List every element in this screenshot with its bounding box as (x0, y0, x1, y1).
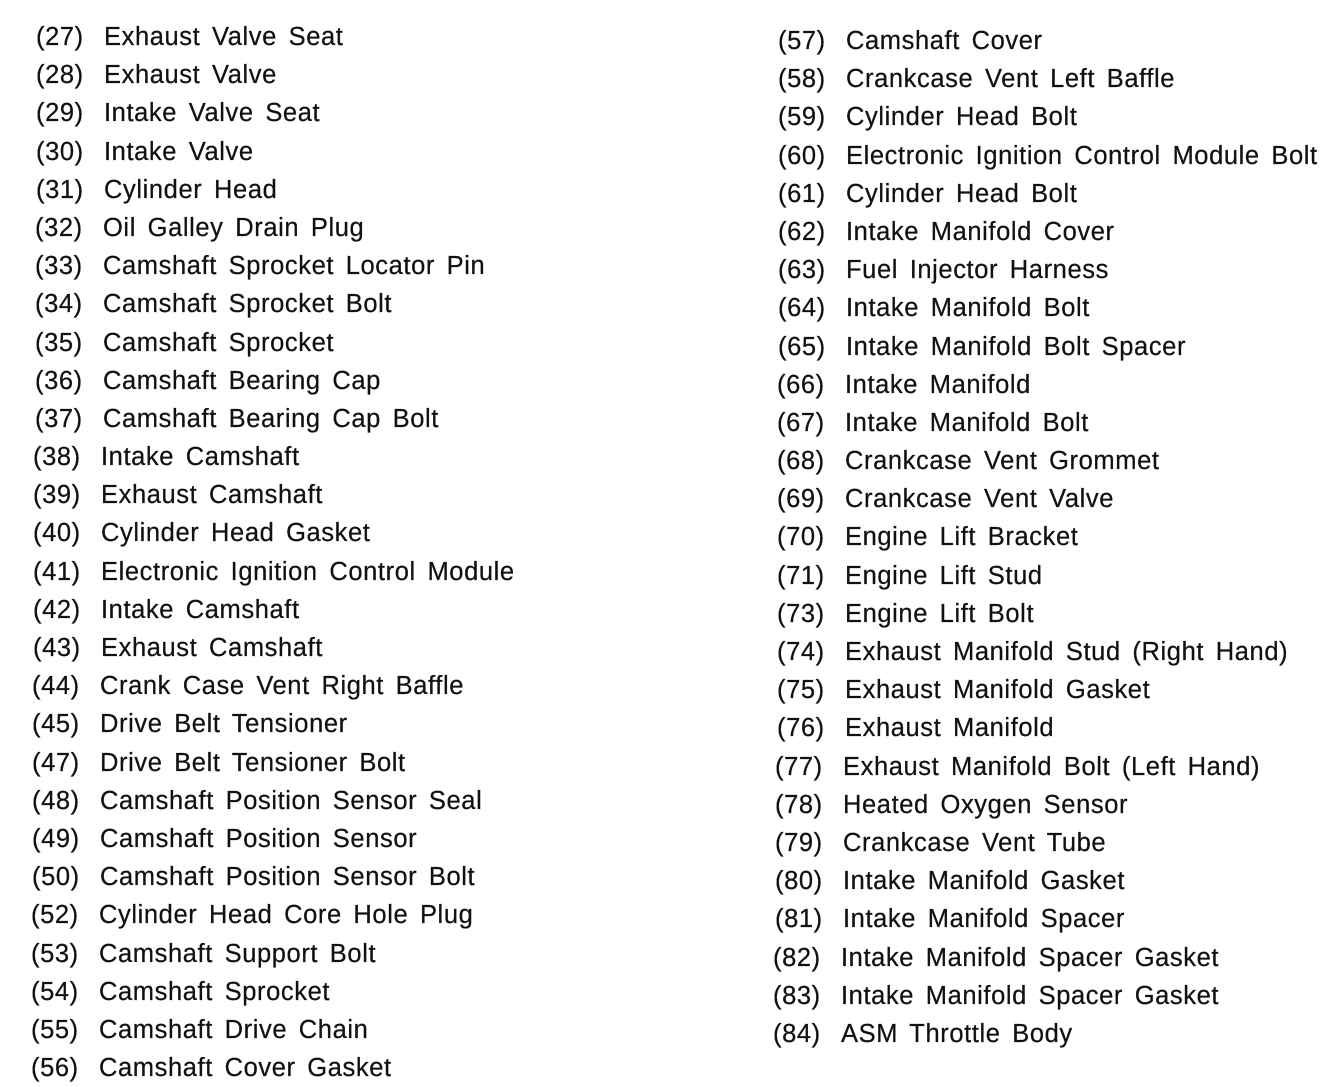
part-name: Intake Manifold Gasket (843, 867, 1126, 896)
list-item (778, 22, 1338, 60)
parts-list-right (773, 22, 1338, 1053)
part-number: (63) (778, 256, 826, 285)
part-name: Exhaust Manifold (845, 714, 1055, 743)
part-number: (73) (777, 599, 825, 628)
list-item (31, 1011, 636, 1049)
part-number: (68) (777, 447, 825, 476)
list-item (777, 480, 1338, 518)
list-item (31, 1049, 636, 1087)
part-name: Intake Valve Seat (104, 99, 321, 128)
part-name: Camshaft Sprocket (99, 977, 331, 1006)
list-item (36, 18, 636, 56)
list-item (32, 744, 636, 782)
list-item (32, 858, 636, 896)
part-name: Crankcase Vent Tube (843, 828, 1107, 857)
part-number: (38) (33, 443, 81, 472)
list-item (778, 137, 1338, 175)
part-name: Exhaust Camshaft (101, 481, 323, 510)
part-name: Engine Lift Bolt (845, 599, 1035, 628)
part-name: Heated Oxygen Sensor (843, 790, 1129, 819)
part-number: (42) (33, 595, 81, 624)
list-item (775, 824, 1338, 862)
part-name: Cylinder Head Bolt (846, 103, 1078, 132)
list-item (33, 629, 636, 667)
part-number: (64) (778, 294, 826, 323)
list-item (778, 289, 1338, 327)
list-item (777, 366, 1338, 404)
list-item (773, 977, 1338, 1015)
list-item (777, 595, 1338, 633)
part-name: Camshaft Position Sensor (100, 824, 418, 853)
list-item (36, 56, 636, 94)
part-number: (70) (777, 523, 825, 552)
list-item (777, 709, 1338, 747)
list-item (32, 820, 636, 858)
part-name: Engine Lift Stud (845, 561, 1043, 590)
part-name: Camshaft Support Bolt (99, 939, 377, 968)
part-name: Camshaft Bearing Cap Bolt (103, 404, 439, 433)
list-item (31, 973, 636, 1011)
list-item (775, 748, 1338, 786)
list-item (32, 782, 636, 820)
part-number: (80) (775, 867, 823, 896)
list-item (33, 514, 636, 552)
part-number: (55) (31, 1015, 79, 1044)
part-number: (67) (777, 408, 825, 437)
part-name: Intake Manifold Bolt (846, 294, 1090, 323)
part-number: (83) (773, 981, 821, 1010)
part-name: Drive Belt Tensioner Bolt (100, 748, 406, 777)
part-name: Intake Manifold Cover (846, 217, 1115, 246)
part-name: Crankcase Vent Left Baffle (846, 65, 1176, 94)
part-number: (60) (778, 141, 826, 170)
list-item (36, 94, 636, 132)
list-item (31, 896, 636, 934)
part-number: (65) (778, 332, 826, 361)
part-name: Crankcase Vent Valve (845, 485, 1114, 514)
part-number: (30) (36, 137, 84, 166)
part-number: (56) (31, 1054, 79, 1083)
list-item (35, 324, 636, 362)
part-name: Camshaft Sprocket (103, 328, 335, 357)
part-number: (54) (31, 977, 79, 1006)
part-name: Intake Camshaft (101, 443, 300, 472)
list-item (777, 671, 1338, 709)
list-item (33, 553, 636, 591)
list-item (777, 557, 1338, 595)
part-number: (27) (36, 23, 84, 51)
part-name: Exhaust Manifold Stud (Right Hand) (845, 638, 1289, 666)
part-name: Camshaft Position Sensor Bolt (100, 863, 476, 892)
part-number: (35) (35, 328, 83, 357)
part-name: Crank Case Vent Right Baffle (100, 672, 465, 701)
list-item (778, 213, 1338, 251)
part-name: Camshaft Cover (846, 27, 1043, 55)
part-number: (34) (35, 290, 83, 319)
part-name: Intake Manifold Bolt Spacer (846, 332, 1187, 361)
part-number: (61) (778, 179, 826, 208)
part-number: (44) (32, 672, 80, 701)
list-item (777, 442, 1338, 480)
part-name: Cylinder Head Gasket (101, 519, 371, 548)
part-name: Exhaust Camshaft (101, 634, 323, 662)
part-name: Oil Galley Drain Plug (103, 213, 365, 242)
part-number: (57) (778, 27, 826, 55)
list-item (35, 400, 636, 438)
list-item (773, 939, 1338, 977)
part-name: ASM Throttle Body (841, 1019, 1073, 1048)
list-item (778, 175, 1338, 213)
list-item (36, 133, 636, 171)
part-number: (36) (35, 366, 83, 395)
part-number: (48) (32, 786, 80, 815)
part-name: Exhaust Manifold Bolt (Left Hand) (843, 752, 1261, 781)
part-number: (75) (777, 676, 825, 705)
part-number: (37) (35, 404, 83, 433)
part-name: Exhaust Manifold Gasket (845, 676, 1151, 705)
part-number: (39) (33, 481, 81, 510)
parts-list-left (31, 18, 636, 1087)
part-number: (40) (33, 519, 81, 548)
list-item (31, 935, 636, 973)
part-number: (74) (777, 638, 825, 666)
part-number: (45) (32, 710, 80, 739)
part-name: Exhaust Valve (104, 61, 277, 90)
part-number: (53) (31, 939, 79, 968)
part-name: Camshaft Position Sensor Seal (100, 786, 483, 815)
part-name: Camshaft Cover Gasket (99, 1054, 392, 1083)
list-item (33, 438, 636, 476)
part-name: Cylinder Head Core Hole Plug (99, 901, 474, 930)
list-item (32, 705, 636, 743)
list-item (778, 251, 1338, 289)
part-number: (59) (778, 103, 826, 132)
part-name: Intake Valve (104, 137, 254, 166)
list-item (778, 98, 1338, 136)
part-name: Intake Manifold (845, 370, 1031, 399)
part-number: (43) (33, 634, 81, 662)
part-name: Engine Lift Bracket (845, 523, 1079, 552)
list-item (36, 171, 636, 209)
part-number: (49) (32, 824, 80, 853)
list-item (775, 900, 1338, 938)
part-number: (29) (36, 99, 84, 128)
list-item (777, 404, 1338, 442)
part-number: (71) (777, 561, 825, 590)
list-item (33, 476, 636, 514)
part-number: (50) (32, 863, 80, 892)
part-number: (33) (35, 252, 83, 281)
part-name: Electronic Ignition Control Module Bolt (846, 141, 1318, 170)
part-number: (62) (778, 217, 826, 246)
part-number: (69) (777, 485, 825, 514)
part-name: Intake Manifold Spacer Gasket (841, 981, 1220, 1010)
part-number: (52) (31, 901, 79, 930)
part-name: Intake Manifold Spacer (843, 905, 1126, 934)
part-number: (76) (777, 714, 825, 743)
part-name: Camshaft Sprocket Bolt (103, 290, 393, 319)
list-item (35, 285, 636, 323)
list-item (33, 591, 636, 629)
list-item (35, 247, 636, 285)
part-name: Drive Belt Tensioner (100, 710, 348, 739)
part-name: Electronic Ignition Control Module (101, 557, 515, 586)
list-item (773, 1015, 1338, 1053)
list-item (32, 667, 636, 705)
list-item (778, 60, 1338, 98)
list-item (777, 633, 1338, 671)
part-number: (41) (33, 557, 81, 586)
part-number: (84) (773, 1019, 821, 1048)
part-name: Crankcase Vent Grommet (845, 447, 1160, 476)
list-item (778, 328, 1338, 366)
part-number: (78) (775, 790, 823, 819)
part-number: (32) (35, 213, 83, 242)
part-name: Intake Manifold Spacer Gasket (841, 943, 1220, 972)
part-number: (58) (778, 65, 826, 94)
part-name: Intake Manifold Bolt (845, 408, 1089, 437)
part-name: Camshaft Drive Chain (99, 1015, 369, 1044)
part-name: Cylinder Head (104, 175, 278, 204)
part-name: Intake Camshaft (101, 595, 300, 624)
part-name: Cylinder Head Bolt (846, 179, 1078, 208)
part-name: Camshaft Bearing Cap (103, 366, 381, 395)
part-name: Fuel Injector Harness (846, 256, 1109, 285)
part-number: (79) (775, 828, 823, 857)
part-number: (31) (36, 175, 84, 204)
part-number: (77) (775, 752, 823, 781)
list-item (775, 862, 1338, 900)
part-number: (82) (773, 943, 821, 972)
list-item (777, 518, 1338, 556)
part-name: Camshaft Sprocket Locator Pin (103, 252, 486, 281)
part-number: (47) (32, 748, 80, 777)
list-item (35, 362, 636, 400)
part-number: (28) (36, 61, 84, 90)
list-item (35, 209, 636, 247)
part-name: Exhaust Valve Seat (104, 23, 344, 51)
list-item (775, 786, 1338, 824)
part-number: (81) (775, 905, 823, 934)
part-number: (66) (777, 370, 825, 399)
